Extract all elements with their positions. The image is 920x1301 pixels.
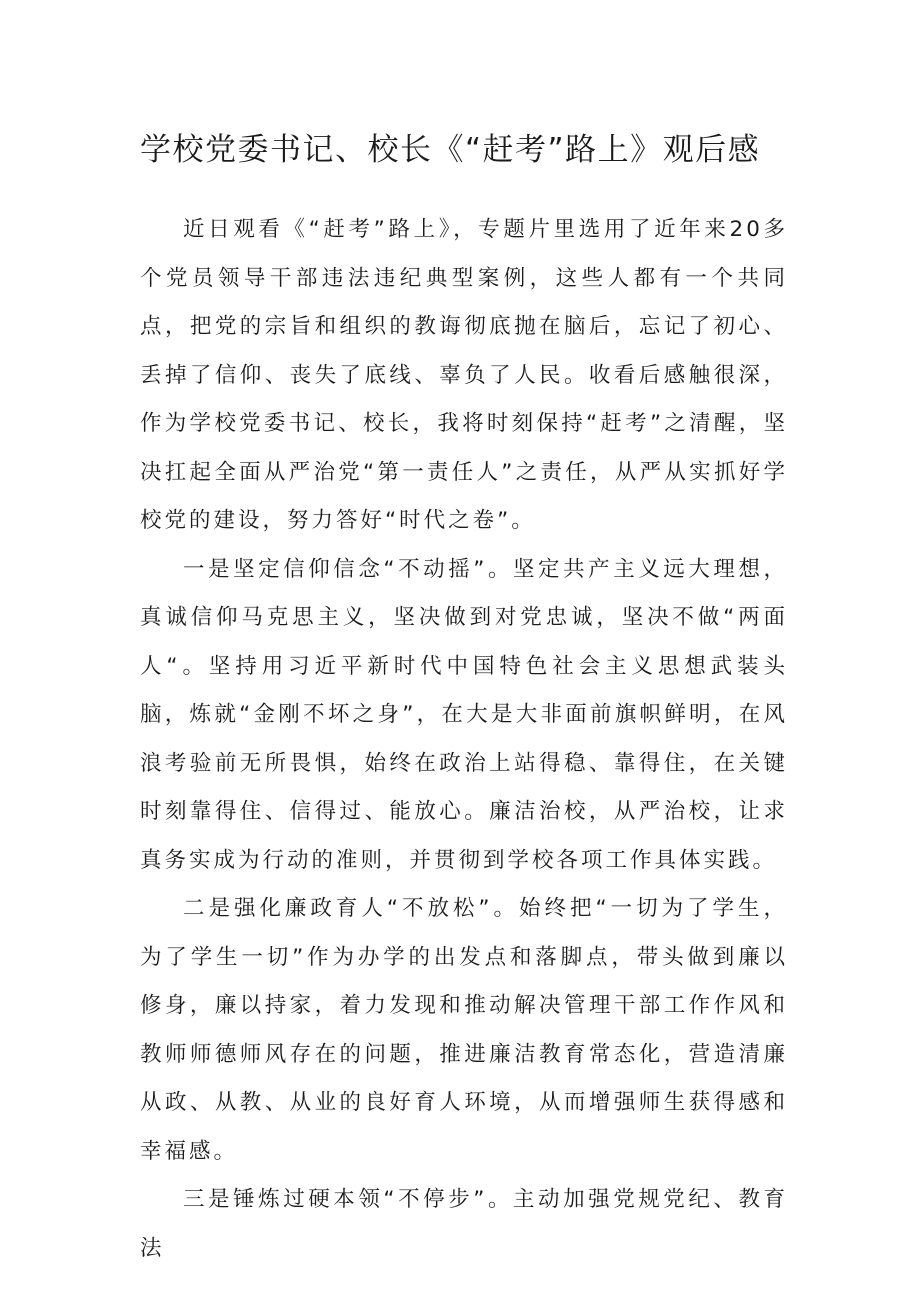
paragraph-point-two: 二是强化廉政育人“不放松”。始终把“一切为了学生，为了学生一切”作为办学的出发点和落脚点，带头做到廉以修身，廉以持家，着力发现和推动解决管理干部工作作风和教师师德师风存在的问题，推进廉洁教育常态化，营造清廉从政、从教、从业的良好育人环境，从而增强师生获得感和幸福感。 xyxy=(140,896,788,1164)
document-body xyxy=(140,206,788,1273)
paragraph-point-one: 一是坚定信仰信念“不动摇”。坚定共产主义远大理想，真诚信仰马克思主义，坚决做到对党忠诚，坚决不做“两面人“。坚持用习近平新时代中国特色社会主义思想武装头脑，炼就“金刚不坏之身”，在大是大非面前旗帜鲜明，在风浪考验前无所畏惧，始终在政治上站得稳、靠得住，在关键时刻靠得住、信得过、能放心。廉洁治校，从严治校，让求真务实成为行动的准则，并贯彻到学校各项工作具体实践。 xyxy=(140,556,788,873)
document-title: 学校党委书记、校长《“赶考”路上》观后感 xyxy=(140,132,761,168)
paragraph-point-three: 三是锤炼过硬本领“不停步”。主动加强党规党纪、教育法 xyxy=(140,1187,788,1261)
paragraph-intro: 近日观看《“赶考”路上》，专题片里选用了近年来20多个党员领导干部违法违纪典型案例，这些人都有一个共同点，把党的宗旨和组织的教诲彻底抛在脑后，忘记了初心、丢掉了信仰、丧失了底线、辜负了人民。收看后感触很深，作为学校党委书记、校长，我将时刻保持“赶考”之清醒，坚决扛起全面从严治党“第一责任人”之责任，从严从实抓好学校党的建设，努力答好“时代之卷”。 xyxy=(140,217,788,533)
